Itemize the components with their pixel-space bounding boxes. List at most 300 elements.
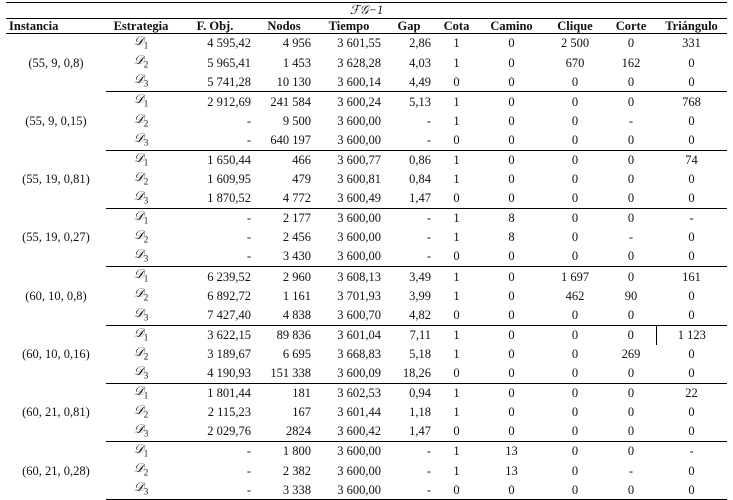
gap-cell: 1,18	[409, 405, 431, 420]
camino-cell: 0	[508, 36, 515, 51]
strategy-symbol: 𝒟	[133, 383, 144, 398]
clique-cell: 0	[571, 113, 579, 128]
strategy-symbol: 𝒟	[133, 422, 144, 437]
camino-cell: 0	[508, 55, 515, 70]
clique-cell: 462	[565, 288, 585, 303]
nodos-cell: 6 695	[282, 346, 311, 361]
strategy-cell	[106, 345, 176, 364]
gap-cell: 5,13	[409, 94, 431, 109]
strategy-index: 3	[143, 428, 149, 439]
clique-cell: 0	[571, 327, 579, 342]
instance-cell: (60, 10, 0,8)	[25, 288, 87, 303]
strategy-index: 2	[143, 176, 149, 187]
triangulo-cell: 0	[688, 172, 695, 187]
table-row	[6, 364, 727, 384]
instance-cell: (55, 9, 0,8)	[28, 55, 84, 70]
nodos-cell: 3 430	[254, 247, 314, 267]
tiempo-cell: 3 600,14	[314, 72, 384, 92]
gap-cell: 4,82	[384, 306, 434, 326]
tiempo-cell: 3 601,44	[337, 405, 381, 420]
camino-cell: 0	[479, 480, 544, 500]
fobj-cell: -	[176, 480, 254, 500]
col-header-gap: Gap	[384, 18, 434, 34]
fobj-cell: 3 189,67	[207, 346, 251, 361]
strategy-symbol: 𝒟	[133, 442, 144, 457]
corte-cell: 0	[627, 405, 635, 420]
nodos-cell: 151 338	[254, 364, 314, 384]
nodos-cell: 640 197	[254, 131, 314, 151]
nodos-cell: 241 584	[270, 94, 311, 109]
corte-cell: 0	[606, 480, 656, 500]
fobj-cell: -	[176, 247, 254, 267]
nodos-cell: 1 800	[282, 444, 311, 459]
strategy-index: 1	[143, 40, 149, 51]
table-body	[6, 34, 727, 500]
tiempo-cell: 3 600,00	[337, 230, 381, 245]
table-row	[6, 286, 727, 305]
cota-cell: 1	[453, 288, 460, 303]
corte-cell: 0	[627, 36, 635, 51]
table-row	[6, 131, 727, 151]
strategy-symbol: 𝒟	[133, 188, 144, 203]
triangulo-cell: 0	[656, 306, 727, 326]
tiempo-cell: 3 600,00	[337, 444, 381, 459]
nodos-cell: 466	[292, 153, 311, 167]
clique-cell: 0	[571, 172, 579, 187]
table-row	[6, 150, 727, 170]
gap-cell: -	[384, 247, 434, 267]
results-table	[6, 2, 727, 500]
fobj-cell: 2 912,69	[207, 94, 251, 109]
nodos-cell: 4 772	[254, 189, 314, 209]
cota-cell: 1	[453, 346, 460, 361]
strategy-symbol: 𝒟	[133, 130, 144, 145]
strategy-cell	[106, 112, 176, 131]
tiempo-cell: 3 600,81	[337, 172, 381, 187]
table-row	[6, 306, 727, 326]
col-header-nodos: Nodos	[254, 18, 314, 34]
tiempo-cell: 3 600,00	[337, 463, 381, 478]
strategy-cell	[106, 150, 176, 170]
gap-cell: 0,84	[409, 172, 431, 187]
strategy-index: 3	[143, 370, 149, 381]
strategy-index: 3	[143, 486, 149, 497]
triangulo-cell: 161	[682, 269, 701, 284]
gap-cell: -	[426, 211, 431, 226]
tiempo-cell: 3 600,42	[314, 422, 384, 442]
table-row	[6, 461, 727, 480]
nodos-cell: 479	[292, 172, 311, 187]
triangulo-cell: 0	[688, 463, 695, 478]
strategy-symbol: 𝒟	[133, 150, 144, 165]
camino-cell: 13	[505, 444, 518, 459]
nodos-cell: 1 453	[282, 55, 311, 70]
tiempo-cell: 3 668,83	[337, 346, 381, 361]
strategy-cell	[106, 34, 176, 54]
nodos-cell: 4 956	[282, 36, 311, 51]
table-row	[6, 53, 727, 72]
clique-cell: 0	[544, 364, 606, 384]
triangulo-cell: 0	[656, 72, 727, 92]
cota-cell: 0	[434, 364, 479, 384]
triangulo-cell: 0	[656, 422, 727, 442]
tiempo-cell: 3 601,55	[337, 36, 381, 51]
gap-cell: 18,26	[384, 364, 434, 384]
triangulo-cell: 0	[656, 189, 727, 209]
strategy-symbol: 𝒟	[133, 92, 144, 107]
strategy-index: 3	[143, 195, 149, 206]
strategy-index: 1	[143, 448, 149, 459]
strategy-cell	[106, 92, 176, 112]
clique-cell: 0	[571, 444, 579, 459]
clique-cell: 0	[571, 405, 579, 420]
strategy-index: 1	[143, 98, 149, 109]
corte-cell: 0	[606, 131, 656, 151]
strategy-symbol: 𝒟	[133, 461, 144, 476]
strategy-symbol: 𝒟	[133, 209, 144, 224]
table-row	[6, 345, 727, 364]
gap-cell: 4,49	[384, 72, 434, 92]
strategy-index: 2	[143, 118, 149, 129]
strategy-cell	[106, 480, 176, 500]
strategy-symbol: 𝒟	[133, 34, 144, 49]
fobj-cell: -	[246, 463, 251, 478]
nodos-cell: 9 500	[282, 113, 311, 128]
triangulo-cell: 0	[688, 346, 695, 361]
strategy-symbol: 𝒟	[133, 111, 144, 126]
camino-cell: 0	[479, 131, 544, 151]
cota-cell: 1	[453, 386, 460, 401]
tiempo-cell: 3 600,70	[314, 306, 384, 326]
strategy-cell	[106, 306, 176, 326]
nodos-cell: 167	[292, 405, 311, 420]
instance-cell: (55, 19, 0,27)	[22, 230, 90, 245]
strategy-cell	[106, 228, 176, 247]
triangulo-cell: 0	[656, 364, 727, 384]
clique-cell: 0	[571, 463, 579, 478]
triangulo-cell: 0	[656, 131, 727, 151]
triangulo-cell: 0	[656, 247, 727, 267]
col-header-cota: Cota	[434, 18, 479, 34]
cota-cell: 1	[453, 94, 460, 109]
cota-cell: 1	[453, 444, 460, 459]
col-header-tiempo: Tiempo	[314, 18, 384, 34]
strategy-symbol: 𝒟	[133, 267, 144, 282]
cota-cell: 0	[434, 189, 479, 209]
corte-cell: 0	[627, 269, 635, 284]
table-row	[6, 209, 727, 229]
corte-cell: 0	[606, 422, 656, 442]
cota-cell: 0	[434, 72, 479, 92]
strategy-index: 3	[143, 137, 149, 148]
table-row	[6, 267, 727, 287]
camino-cell: 0	[508, 327, 515, 342]
gap-cell: -	[426, 113, 431, 128]
cota-cell: 0	[434, 306, 479, 326]
strategy-index: 1	[143, 157, 149, 168]
col-header-camino: Camino	[479, 18, 544, 34]
strategy-cell	[106, 325, 176, 345]
strategy-symbol: 𝒟	[133, 72, 144, 87]
strategy-cell	[106, 170, 176, 189]
camino-cell: 0	[479, 189, 544, 209]
triangulo-cell: 74	[685, 153, 698, 167]
camino-cell: 0	[479, 247, 544, 267]
triangulo-cell: 0	[688, 113, 695, 128]
strategy-symbol: 𝒟	[133, 247, 144, 262]
camino-cell: 0	[508, 386, 515, 401]
gap-cell: 4,03	[409, 55, 431, 70]
cota-cell: 1	[453, 327, 460, 342]
triangulo-cell: 0	[688, 55, 695, 70]
strategy-index: 2	[143, 409, 149, 420]
camino-cell: 0	[508, 405, 515, 420]
clique-cell: 0	[544, 306, 606, 326]
gap-cell: 1,47	[384, 422, 434, 442]
fobj-cell: 4 595,42	[207, 36, 251, 51]
col-header-clique: Clique	[544, 18, 606, 34]
corte-cell: 0	[627, 211, 635, 226]
corte-cell: 162	[621, 55, 641, 70]
clique-cell: 2 500	[560, 36, 590, 51]
corte-cell: -	[628, 230, 634, 245]
table-row	[6, 170, 727, 189]
camino-cell: 0	[508, 94, 515, 109]
cota-cell: 1	[453, 269, 460, 284]
nodos-cell: 4 838	[254, 306, 314, 326]
gap-cell: 2,86	[409, 36, 431, 51]
instance-cell: (60, 21, 0,81)	[22, 405, 90, 420]
corte-cell: -	[628, 463, 634, 478]
nodos-cell: 89 836	[276, 327, 311, 342]
strategy-symbol: 𝒟	[133, 53, 144, 68]
cota-cell: 1	[453, 405, 460, 420]
camino-cell: 0	[508, 346, 515, 361]
fobj-cell: 1 609,95	[207, 172, 251, 187]
corte-cell: 269	[621, 346, 641, 361]
tiempo-cell: 3 600,09	[314, 364, 384, 384]
instance-cell: (60, 10, 0,16)	[22, 346, 90, 361]
strategy-index: 3	[143, 253, 149, 264]
cota-cell: 1	[453, 230, 460, 245]
table-row	[6, 72, 727, 92]
triangulo-cell: -	[689, 444, 694, 459]
strategy-cell	[106, 131, 176, 151]
table-row	[6, 228, 727, 247]
strategy-index: 3	[143, 312, 149, 322]
nodos-cell: 2 382	[282, 463, 311, 478]
instance-cell: (60, 21, 0,28)	[22, 463, 90, 478]
strategy-index: 2	[143, 59, 149, 70]
nodos-cell: 2 456	[282, 230, 311, 245]
clique-cell: 670	[565, 55, 585, 70]
fobj-cell: 1 870,52	[176, 189, 254, 209]
table-row	[6, 189, 727, 209]
strategy-symbol: 𝒟	[133, 480, 144, 495]
fobj-cell: 6 239,52	[207, 269, 251, 284]
fobj-cell: -	[246, 211, 251, 226]
strategy-symbol: 𝒟	[133, 305, 144, 320]
fobj-cell: 7 427,40	[176, 306, 254, 326]
strategy-index: 2	[143, 234, 149, 245]
corte-cell: 0	[627, 153, 635, 167]
triangulo-cell: 0	[656, 480, 727, 500]
triangulo-cell: 331	[682, 36, 701, 51]
cota-cell: 1	[453, 211, 460, 226]
corte-cell: 0	[627, 444, 635, 459]
table-row	[6, 34, 727, 54]
clique-cell: 0	[544, 247, 606, 267]
camino-cell: 0	[508, 113, 515, 128]
clique-cell: 0	[544, 131, 606, 151]
table-caption-row	[6, 3, 727, 19]
clique-cell: 1 697	[560, 269, 590, 284]
fobj-cell: -	[246, 113, 251, 128]
strategy-cell	[106, 422, 176, 442]
fobj-cell: 3 622,15	[207, 327, 251, 342]
fobj-cell: 2 115,23	[207, 405, 251, 420]
clique-cell: 0	[571, 153, 579, 167]
results-table-container	[6, 2, 727, 500]
nodos-cell: 2 960	[282, 269, 311, 284]
corte-cell: 0	[606, 189, 656, 209]
strategy-cell	[106, 53, 176, 72]
tiempo-cell: 3 600,24	[337, 94, 381, 109]
table-header-row	[6, 18, 727, 34]
col-header-triangulo: Triángulo	[656, 18, 727, 34]
strategy-cell	[106, 267, 176, 287]
clique-cell: 0	[544, 480, 606, 500]
strategy-cell	[106, 383, 176, 403]
table-row	[6, 403, 727, 422]
corte-cell: 0	[627, 172, 635, 187]
camino-cell: 0	[508, 288, 515, 303]
camino-cell: 8	[508, 230, 515, 245]
cota-cell: 0	[434, 131, 479, 151]
strategy-cell	[106, 442, 176, 462]
strategy-index: 2	[143, 467, 149, 478]
tiempo-cell: 3 701,93	[337, 288, 381, 303]
tiempo-cell: 3 602,53	[337, 386, 381, 401]
tiempo-cell: 3 601,04	[337, 327, 381, 342]
tiempo-cell: 3 600,00	[314, 480, 384, 500]
corte-cell: 0	[606, 247, 656, 267]
clique-cell: 0	[571, 386, 579, 401]
corte-cell: 90	[624, 288, 638, 303]
triangulo-cell: 22	[685, 386, 698, 401]
gap-cell: -	[384, 131, 434, 151]
camino-cell: 8	[508, 211, 515, 226]
strategy-symbol: 𝒟	[133, 344, 144, 359]
table-row	[6, 247, 727, 267]
strategy-cell	[106, 286, 176, 305]
table-title: ℱ𝒢−1	[6, 3, 727, 19]
strategy-index: 1	[143, 332, 149, 343]
col-header-instancia: Instancia	[6, 18, 106, 34]
gap-cell: 7,11	[409, 327, 431, 342]
nodos-cell: 181	[292, 386, 311, 401]
gap-cell: 3,49	[409, 269, 431, 284]
camino-cell: 0	[508, 153, 515, 167]
instance-cell: (55, 9, 0,15)	[25, 113, 87, 128]
nodos-cell: 3 338	[254, 480, 314, 500]
strategy-cell	[106, 72, 176, 92]
corte-cell: -	[628, 113, 634, 128]
fobj-cell: -	[176, 131, 254, 151]
col-header-estrategia: Estrategia	[106, 18, 176, 34]
tiempo-cell: 3 600,00	[314, 247, 384, 267]
nodos-cell: 2 177	[282, 211, 311, 226]
fobj-cell: 2 029,76	[176, 422, 254, 442]
strategy-symbol: 𝒟	[133, 286, 144, 301]
cota-cell: 1	[453, 55, 460, 70]
tiempo-cell: 3 600,49	[314, 189, 384, 209]
tiempo-cell: 3 600,00	[314, 131, 384, 151]
triangulo-cell: 1 123	[656, 325, 727, 345]
fobj-cell: 1 801,44	[207, 386, 251, 401]
triangulo-cell: 768	[682, 94, 701, 109]
camino-cell: 0	[508, 269, 515, 284]
strategy-symbol: 𝒟	[133, 169, 144, 184]
clique-cell: 0	[571, 211, 579, 226]
triangulo-cell: 0	[688, 288, 695, 303]
nodos-cell: 10 130	[254, 72, 314, 92]
camino-cell: 0	[479, 422, 544, 442]
clique-cell: 0	[544, 189, 606, 209]
cota-cell: 0	[434, 422, 479, 442]
cota-cell: 1	[453, 153, 460, 167]
strategy-symbol: 𝒟	[133, 325, 144, 340]
table-row	[6, 422, 727, 442]
table-row	[6, 112, 727, 131]
tiempo-cell: 3 600,00	[337, 211, 381, 226]
camino-cell: 0	[479, 72, 544, 92]
fobj-cell: 1 650,44	[207, 153, 251, 167]
strategy-cell	[106, 189, 176, 209]
clique-cell: 0	[571, 346, 579, 361]
fobj-cell: 6 892,72	[207, 288, 251, 303]
strategy-index: 2	[143, 351, 149, 362]
strategy-symbol: 𝒟	[133, 402, 144, 417]
gap-cell: -	[426, 444, 431, 459]
table-row	[6, 325, 727, 345]
clique-cell: 0	[571, 230, 579, 245]
triangulo-cell: 0	[688, 230, 695, 245]
gap-cell: 0,86	[409, 153, 431, 167]
corte-cell: 0	[606, 306, 656, 326]
triangulo-cell: -	[689, 211, 694, 226]
fobj-cell: -	[246, 230, 251, 245]
cota-cell: 1	[453, 36, 460, 51]
tiempo-cell: 3 600,77	[337, 153, 381, 167]
table-row	[6, 383, 727, 403]
gap-cell: 5,18	[409, 346, 431, 361]
gap-cell: -	[426, 230, 431, 245]
table-row	[6, 92, 727, 112]
tiempo-cell: 3 600,00	[337, 113, 381, 128]
nodos-cell: 1 161	[282, 288, 311, 303]
strategy-cell	[106, 403, 176, 422]
gap-cell: -	[384, 480, 434, 500]
strategy-cell	[106, 364, 176, 384]
strategy-index: 3	[143, 78, 149, 89]
fobj-cell: -	[246, 444, 251, 459]
tiempo-cell: 3 608,13	[337, 269, 381, 284]
instance-cell: (55, 19, 0,81)	[22, 172, 90, 187]
camino-cell: 13	[505, 463, 518, 478]
corte-cell: 0	[606, 72, 656, 92]
corte-cell: 0	[627, 327, 634, 342]
